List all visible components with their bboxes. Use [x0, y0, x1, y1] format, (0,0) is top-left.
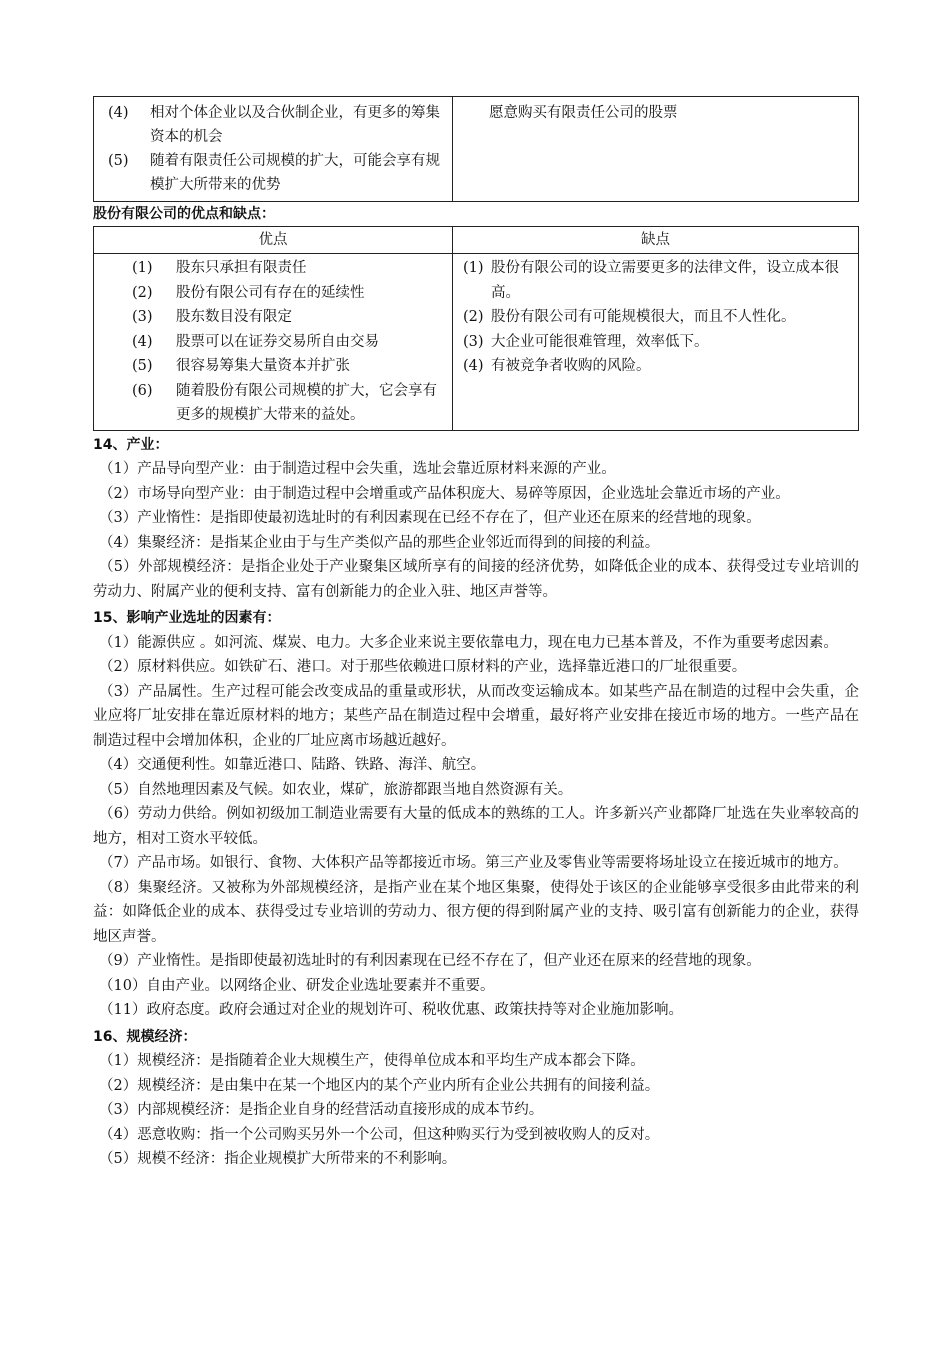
list-item: (5) 随着有限责任公司规模的扩大，可能会享有规模扩大所带来的优势	[108, 153, 440, 193]
paragraph: （4）集聚经济：是指某企业由于与生产类似产品的那些企业邻近而得到的间接的利益。	[99, 534, 660, 551]
list-item: (6) 随着股份有限公司规模的扩大，它会享有更多的规模扩大带来的益处。	[132, 382, 437, 423]
llc-disadvantages-cell: 愿意购买有限责任公司的股票	[453, 97, 859, 202]
list-item: (4) 有被竞争者收购的风险。	[463, 358, 651, 374]
cons-header: 缺点	[453, 227, 859, 254]
list-item: (4) 相对个体企业以及合伙制企业，有更多的筹集资本的机会	[108, 105, 440, 145]
llc-advantages-cell	[94, 97, 453, 202]
paragraph: （3）产业惰性：是指即使最初选址时的有利因素现在已经不存在了，但产业还在原来的经营地的现象。	[99, 510, 761, 526]
paragraph: （9）产业惰性。是指即使最初选址时的有利因素现在已经不存在了，但产业还在原来的经营地的现象。	[99, 953, 761, 969]
paragraph: （5）外部规模经济：是指企业处于产业聚集区域所享有的间接的经济优势，如降低企业的成本、获得受过专业培训的劳动力、附属产业的便利支持、富有创新能力的企业入驻、地区声誉等。	[93, 559, 859, 600]
section-title-gufen: 股份有限公司的优点和缺点：	[93, 206, 275, 222]
section-title-15: 15、影响产业选址的因素有：	[93, 610, 281, 626]
paragraph: （1）能源供应 。如河流、煤炭、电力。大多企业来说主要依靠电力，现在电力已基本普及，不作为重要考虑因素。	[99, 634, 838, 651]
document-page	[93, 96, 859, 1172]
pros-cell	[94, 254, 453, 431]
list-item: (4) 股票可以在证券交易所自由交易	[132, 333, 379, 350]
paragraph: （4）交通便利性。如靠近港口、陆路、铁路、海洋、航空。	[99, 757, 486, 773]
paragraph: （1）产品导向型产业：由于制造过程中会失重，选址会靠近原材料来源的产业。	[99, 461, 616, 477]
paragraph: （10）自由产业。以网络企业、研发企业选址要素并不重要。	[99, 977, 495, 994]
paragraph: （11）政府态度。政府会通过对企业的规划许可、税收优惠、政策扶持等对企业施加影响。	[99, 1002, 683, 1018]
paragraph: （6）劳动力供给。例如初级加工制造业需要有大量的低成本的熟练的工人。许多新兴产业都降厂址选在失业率较高的地方，相对工资水平较低。	[93, 806, 859, 847]
paragraph: （5）自然地理因素及气候。如农业，煤矿，旅游都跟当地自然资源有关。	[99, 781, 573, 798]
list-item: (3) 股东数目没有限定	[132, 309, 292, 325]
list-item: (1) 股东只承担有限责任	[132, 260, 307, 276]
list-item: (1) 股份有限公司的设立需要更多的法律文件，设立成本很高。	[463, 260, 839, 301]
cons-cell	[453, 254, 859, 431]
paragraph: （8）集聚经济。又被称为外部规模经济，是指产业在某个地区集聚，使得处于该区的企业能够享受很多由此带来的利益：如降低企业的成本、获得受过专业培训的劳动力、很方便的得到附属产业的支持、吸引富有创新能力的企业，获得地区声誉。	[93, 879, 859, 945]
list-item: (3) 大企业可能很难管理，效率低下。	[463, 333, 709, 350]
section-title-14: 14、产业：	[93, 436, 169, 453]
paragraph: （7）产品市场。如银行、食物、大体积产品等都接近市场。第三产业及零售业等需要将场址设立在接近城市的地方。	[99, 855, 848, 871]
paragraph: （5）规模不经济：指企业规模扩大所带来的不利影响。	[99, 1151, 457, 1167]
list-item: (2) 股份有限公司有可能规模很大，而且不人性化。	[463, 309, 796, 325]
paragraph: （2）市场导向型产业：由于制造过程中会增重或产品体积庞大、易碎等原因，企业选址会靠近市场的产业。	[99, 485, 790, 502]
section-title-16: 16、规模经济：	[93, 1028, 197, 1045]
pros-header: 优点	[94, 227, 453, 254]
paragraph: （3）内部规模经济：是指企业自身的经营活动直接形成的成本节约。	[99, 1102, 544, 1118]
paragraph: （3）产品属性。生产过程可能会改变成品的重量或形状，从而改变运输成本。如某些产品在制造的过程中会失重，企业应将厂址安排在靠近原材料的地方；某些产品在制造过程中会增重，最好将产业安排在接近市场的地方。一些产品在制造过程中会增加体积，企业的厂址应离市场越近越好。	[93, 683, 859, 749]
list-item: (5) 很容易筹集大量资本并扩张	[132, 358, 350, 374]
paragraph: （2）规模经济：是由集中在某一个地区内的某个产业内所有企业公共拥有的间接利益。	[99, 1077, 660, 1094]
llc-table-continued	[93, 96, 859, 202]
paragraph: （4）恶意收购：指一个公司购买另外一个公司，但这种购买行为受到被收购人的反对。	[99, 1126, 660, 1143]
paragraph: （1）规模经济：是指随着企业大规模生产，使得单位成本和平均生产成本都会下降。	[99, 1053, 645, 1069]
paragraph: （2）原材料供应。如铁矿石、港口。对于那些依赖进口原材料的产业，选择靠近港口的厂址很重要。	[99, 659, 747, 675]
jsc-pros-cons-table	[93, 226, 859, 431]
list-item: (2) 股份有限公司有存在的延续性	[132, 284, 365, 301]
